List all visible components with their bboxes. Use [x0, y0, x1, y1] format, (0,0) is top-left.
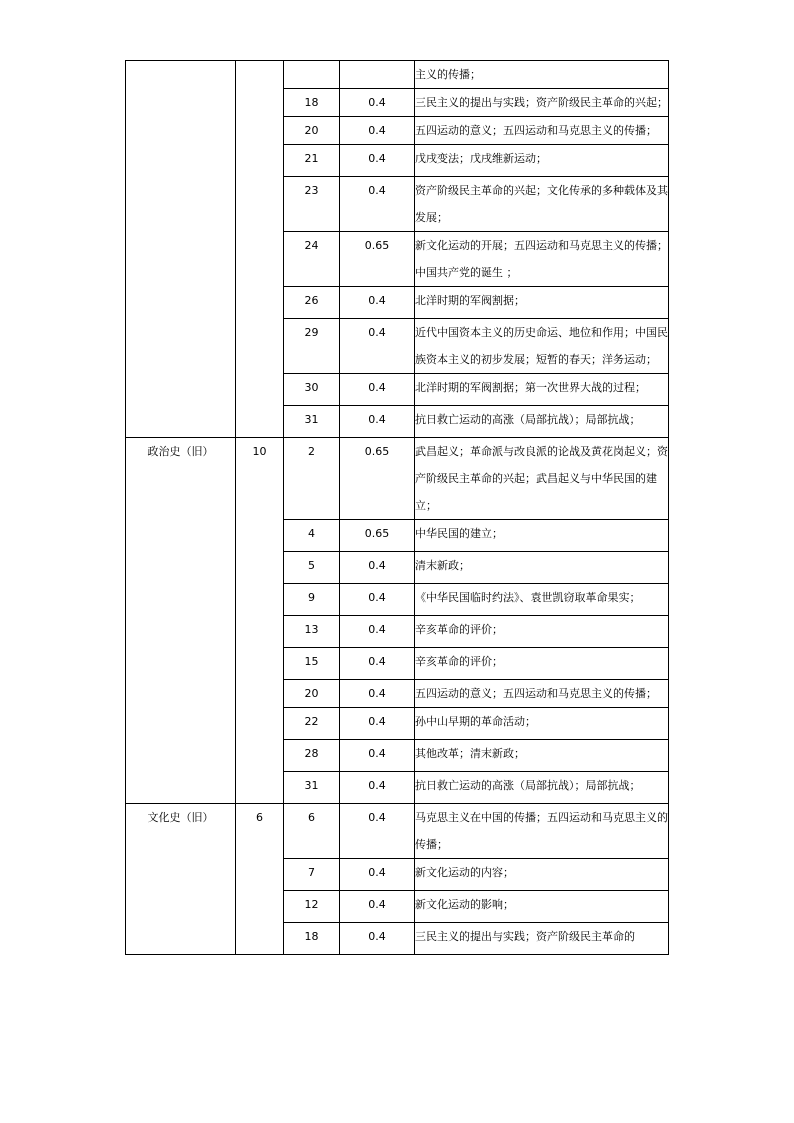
- score-cell: 0.4: [340, 891, 415, 923]
- knowledge-point: 戊戌变法；戊戌维新运动；: [415, 145, 669, 177]
- knowledge-point: 辛亥革命的评价；: [415, 648, 669, 680]
- score-cell: 0.4: [340, 584, 415, 616]
- score-cell: 0.4: [340, 89, 415, 117]
- question-number: 31: [284, 772, 340, 804]
- question-number: 26: [284, 287, 340, 319]
- question-number: 20: [284, 117, 340, 145]
- table-row: [126, 61, 669, 89]
- question-number: 24: [284, 232, 340, 287]
- question-number: 7: [284, 859, 340, 891]
- question-number: 31: [284, 406, 340, 438]
- score-cell: 0.4: [340, 804, 415, 859]
- question-number: 20: [284, 680, 340, 708]
- score-cell: 0.4: [340, 287, 415, 319]
- score-cell: [340, 61, 415, 89]
- question-number: 22: [284, 708, 340, 740]
- question-number: 29: [284, 319, 340, 374]
- score-cell: 0.65: [340, 520, 415, 552]
- knowledge-point: 北洋时期的军阀割据；第一次世界大战的过程；: [415, 374, 669, 406]
- knowledge-point: 主义的传播；: [415, 61, 669, 89]
- score-cell: 0.4: [340, 616, 415, 648]
- table-row: [126, 804, 669, 859]
- knowledge-point: 近代中国资本主义的历史命运、地位和作用；中国民族资本主义的初步发展；短暂的春天；洋务运动；: [415, 319, 669, 374]
- question-number: 6: [284, 804, 340, 859]
- knowledge-point: 资产阶级民主革命的兴起；文化传承的多种载体及其发展；: [415, 177, 669, 232]
- question-number: 5: [284, 552, 340, 584]
- exam-knowledge-table: [125, 60, 669, 955]
- knowledge-point: 其他改革；清末新政；: [415, 740, 669, 772]
- score-cell: 0.4: [340, 648, 415, 680]
- knowledge-point: 三民主义的提出与实践；资产阶级民主革命的: [415, 923, 669, 955]
- count-cell: 10: [236, 438, 284, 804]
- score-cell: 0.65: [340, 438, 415, 520]
- question-number: 23: [284, 177, 340, 232]
- count-cell: 6: [236, 804, 284, 955]
- score-cell: 0.4: [340, 319, 415, 374]
- score-cell: 0.65: [340, 232, 415, 287]
- knowledge-point: 新文化运动的内容；: [415, 859, 669, 891]
- knowledge-point: 新文化运动的影响；: [415, 891, 669, 923]
- count-cell: [236, 61, 284, 438]
- question-number: 12: [284, 891, 340, 923]
- question-number: 21: [284, 145, 340, 177]
- question-number: 2: [284, 438, 340, 520]
- question-number: 9: [284, 584, 340, 616]
- score-cell: 0.4: [340, 406, 415, 438]
- knowledge-point: 北洋时期的军阀割据；: [415, 287, 669, 319]
- question-number: 4: [284, 520, 340, 552]
- table-row: [126, 438, 669, 520]
- knowledge-point: 抗日救亡运动的高涨（局部抗战）；局部抗战；: [415, 772, 669, 804]
- category-cell: 政治史（旧）: [126, 438, 236, 804]
- score-cell: 0.4: [340, 117, 415, 145]
- knowledge-point: 五四运动的意义；五四运动和马克思主义的传播；: [415, 117, 669, 145]
- category-cell: 文化史（旧）: [126, 804, 236, 955]
- question-number: 30: [284, 374, 340, 406]
- score-cell: 0.4: [340, 772, 415, 804]
- score-cell: 0.4: [340, 177, 415, 232]
- question-number: 18: [284, 89, 340, 117]
- knowledge-point: 五四运动的意义；五四运动和马克思主义的传播；: [415, 680, 669, 708]
- knowledge-point: 抗日救亡运动的高涨（局部抗战）；局部抗战；: [415, 406, 669, 438]
- knowledge-point: 马克思主义在中国的传播；五四运动和马克思主义的传播；: [415, 804, 669, 859]
- score-cell: 0.4: [340, 145, 415, 177]
- knowledge-point: 《中华民国临时约法》、袁世凯窃取革命果实；: [415, 584, 669, 616]
- score-cell: 0.4: [340, 923, 415, 955]
- score-cell: 0.4: [340, 374, 415, 406]
- question-number: 28: [284, 740, 340, 772]
- knowledge-point: 中华民国的建立；: [415, 520, 669, 552]
- knowledge-point: 武昌起义；革命派与改良派的论战及黄花岗起义；资产阶级民主革命的兴起；武昌起义与中华民国的建立；: [415, 438, 669, 520]
- question-number: 15: [284, 648, 340, 680]
- question-number: 13: [284, 616, 340, 648]
- knowledge-point: 新文化运动的开展；五四运动和马克思主义的传播；中国共产党的诞生 ；: [415, 232, 669, 287]
- score-cell: 0.4: [340, 740, 415, 772]
- knowledge-point: 清末新政；: [415, 552, 669, 584]
- category-cell: [126, 61, 236, 438]
- score-cell: 0.4: [340, 680, 415, 708]
- score-cell: 0.4: [340, 708, 415, 740]
- knowledge-point: 辛亥革命的评价；: [415, 616, 669, 648]
- question-number: 18: [284, 923, 340, 955]
- score-cell: 0.4: [340, 552, 415, 584]
- question-number: [284, 61, 340, 89]
- knowledge-point: 三民主义的提出与实践；资产阶级民主革命的兴起；: [415, 89, 669, 117]
- knowledge-point: 孙中山早期的革命活动；: [415, 708, 669, 740]
- score-cell: 0.4: [340, 859, 415, 891]
